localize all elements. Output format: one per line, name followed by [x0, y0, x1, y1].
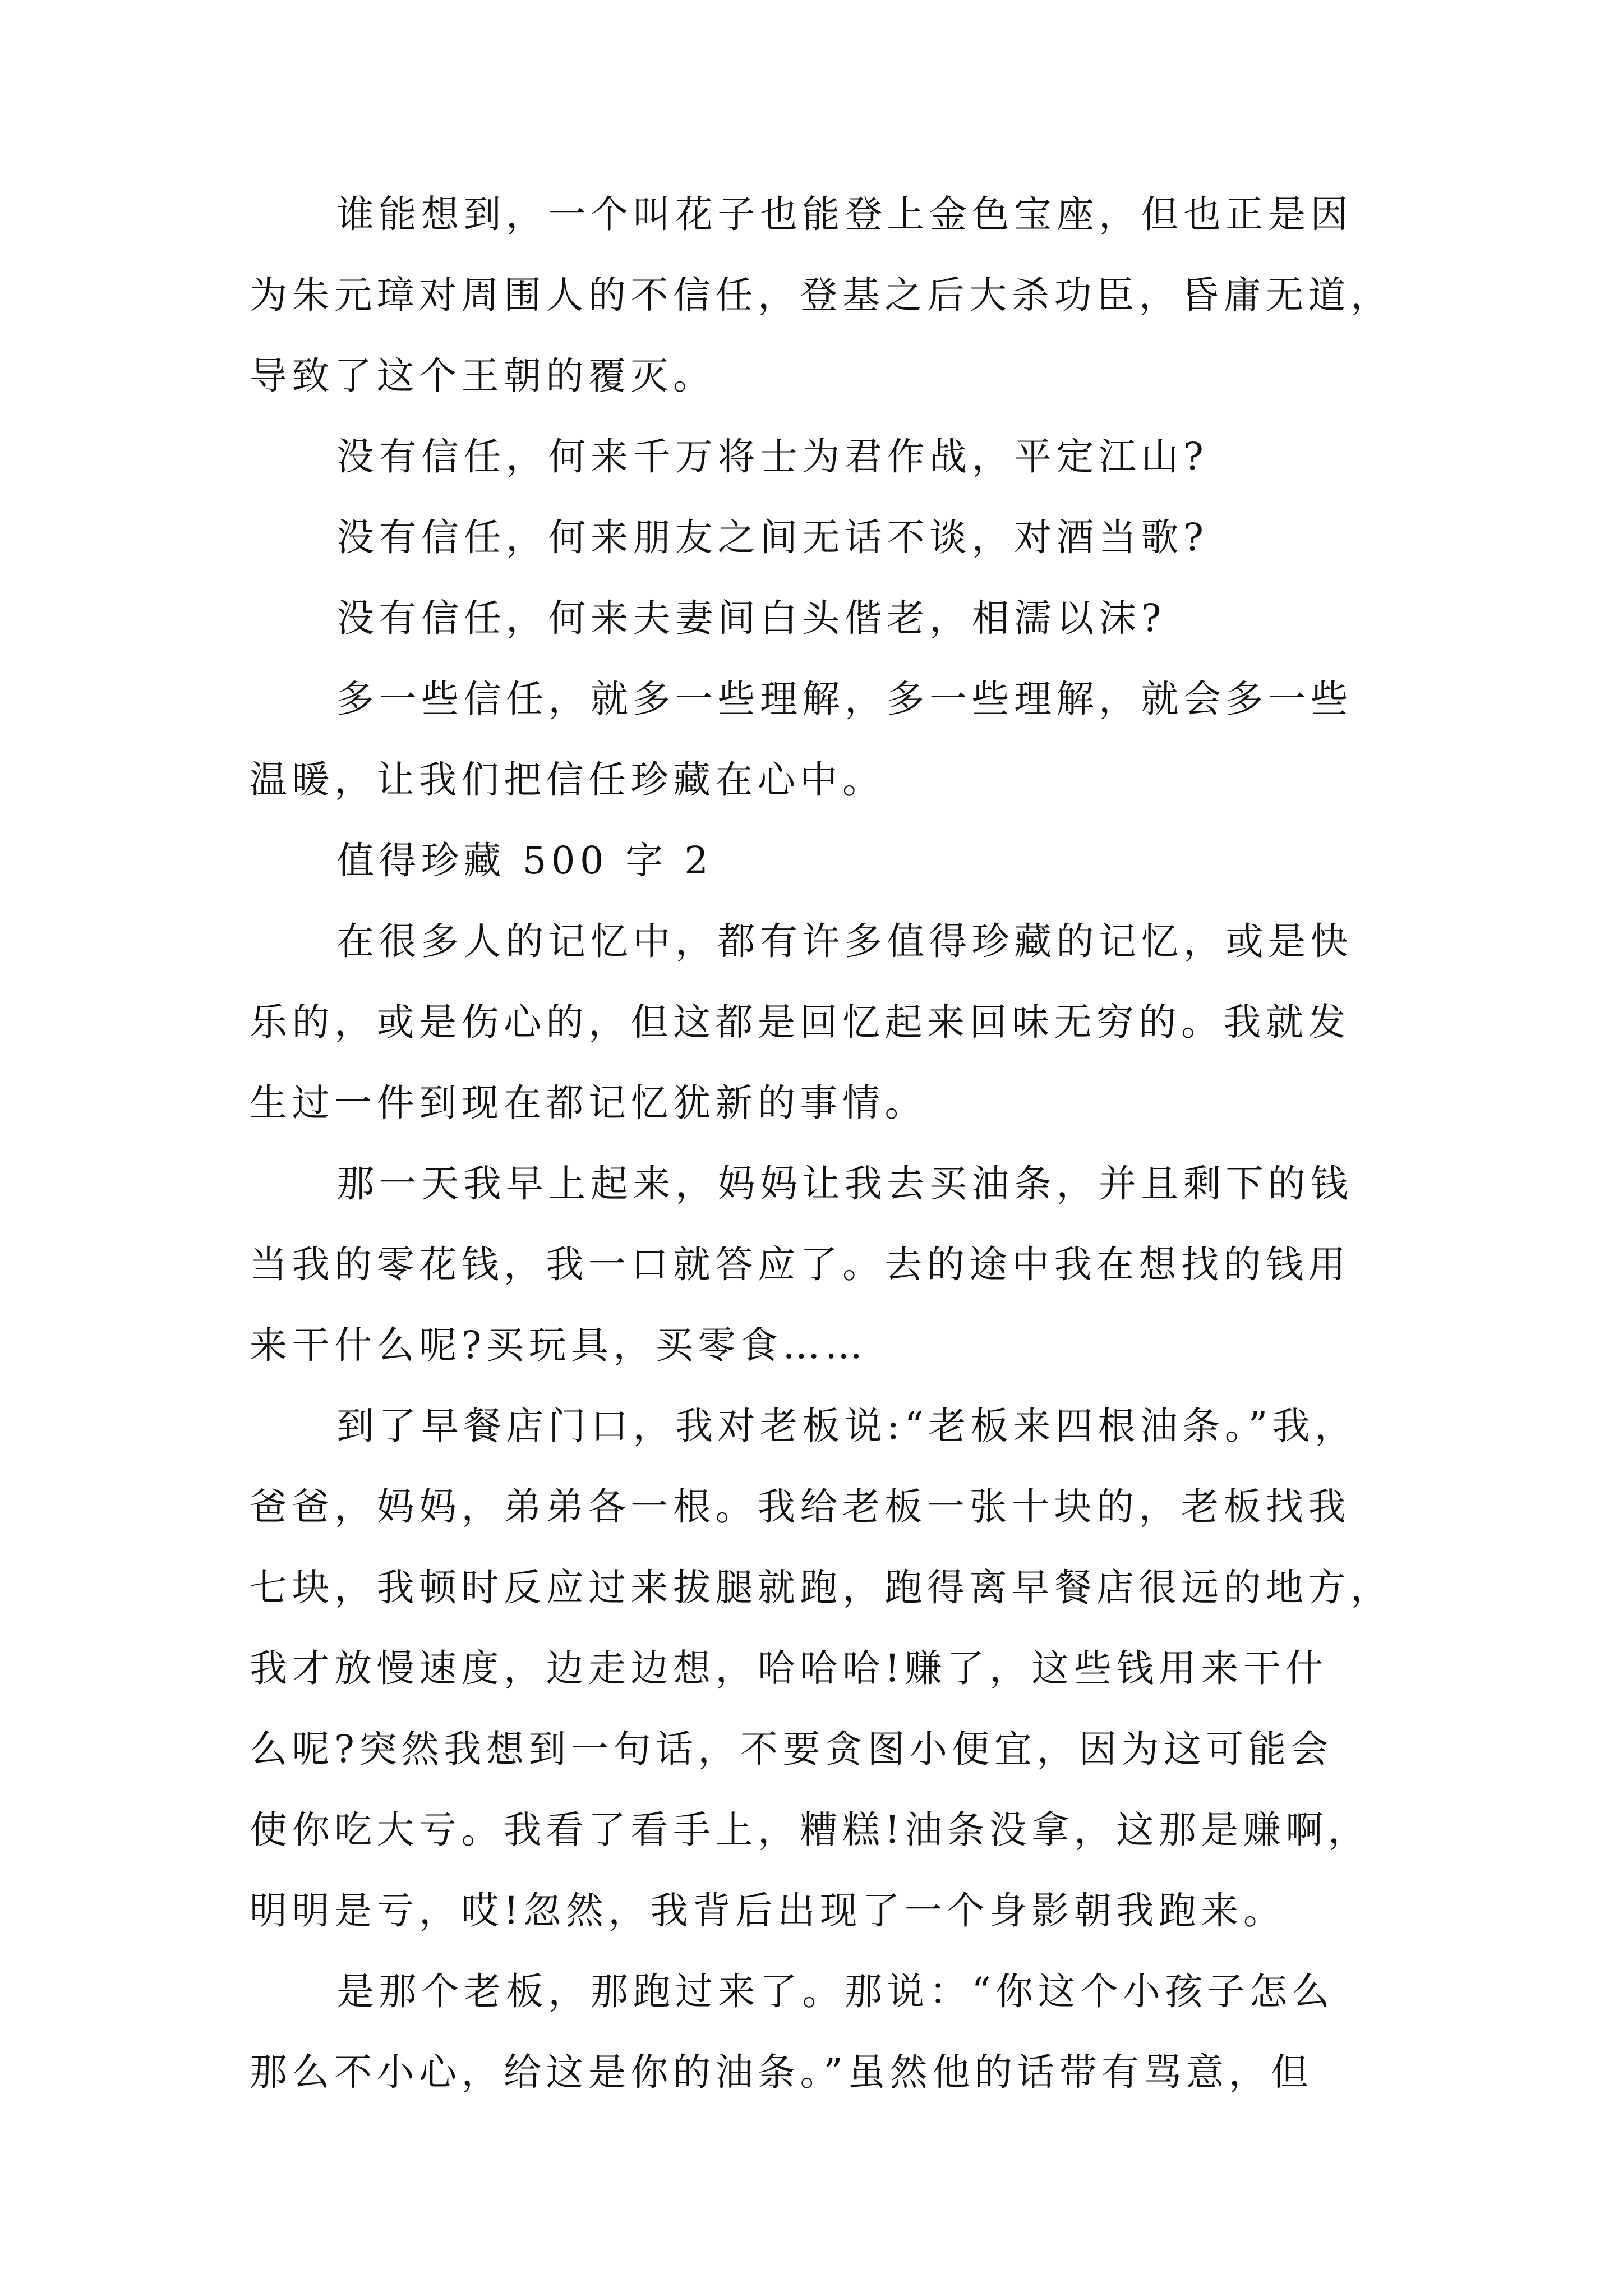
text-line: 七块，我顿时反应过来拔腿就跑，跑得离早餐店很远的地方，: [250, 1566, 1393, 1609]
text-line: 么呢?突然我想到一句话，不要贪图小便宜，因为这可能会: [250, 1727, 1333, 1771]
text-line: 是那个老板，那跑过来了。那说：“你这个小孩子怎么: [336, 1970, 1335, 2013]
paragraph-3: [250, 497, 1377, 578]
text-line: 多一些信任，就多一些理解，多一些理解，就会多一些: [336, 677, 1353, 721]
text-line: 那一天我早上起来，妈妈让我去买油条，并且剩下的钱: [336, 1162, 1353, 1205]
paragraph-4: [250, 578, 1377, 659]
text-line: 温暖，让我们把信任珍藏在心中。: [250, 758, 885, 802]
paragraph-6: [250, 901, 1377, 1143]
text-line: 那么不小心，给这是你的油条。”虽然他的话带有骂意，但: [250, 2050, 1313, 2094]
text-line: 导致了这个王朝的覆灭。: [250, 354, 716, 398]
text-line: 我才放慢速度，边走边想，哈哈哈!赚了，这些钱用来干什: [250, 1646, 1328, 1690]
text-line: 生过一件到现在都记忆犹新的事情。: [250, 1081, 927, 1125]
text-line: 在很多人的记忆中，都有许多值得珍藏的记忆，或是快: [336, 919, 1353, 963]
paragraph-8: [250, 1386, 1393, 1951]
paragraph-9: [250, 1951, 1377, 2113]
paragraph-1: [250, 174, 1393, 416]
section-heading: [250, 820, 1377, 901]
text-line: 为朱元璋对周围人的不信任，登基之后大杀功臣，昏庸无道，: [250, 273, 1393, 317]
text-line: 值得珍藏 500 字 2: [336, 839, 713, 882]
text-line: 来干什么呢?买玩具，买零食……: [250, 1323, 868, 1367]
text-line: 明明是亏，哎!忽然，我背后出现了一个身影朝我跑来。: [250, 1889, 1286, 1932]
text-line: 没有信任，何来夫妻间白头偕老，相濡以沫?: [336, 596, 1166, 640]
text-line: 没有信任，何来千万将士为君作战，平定江山?: [336, 435, 1209, 478]
text-line: 没有信任，何来朋友之间无话不谈，对酒当歌?: [336, 516, 1209, 559]
text-line: 到了早餐店门口，我对老板说:“老板来四根油条。”我，: [336, 1404, 1357, 1448]
text-line: 爸爸，妈妈，弟弟各一根。我给老板一张十块的，老板找我: [250, 1485, 1350, 1529]
text-line: 谁能想到，一个叫花子也能登上金色宝座，但也正是因: [336, 192, 1353, 236]
paragraph-7: [250, 1143, 1377, 1386]
paragraph-2: [250, 416, 1377, 497]
text-line: 使你吃大亏。我看了看手上，糟糕!油条没拿，这那是赚啊，: [250, 1808, 1371, 1852]
text-line: 乐的，或是伤心的，但这都是回忆起来回味无穷的。我就发: [250, 1000, 1350, 1044]
text-line: 当我的零花钱，我一口就答应了。去的途中我在想找的钱用: [250, 1243, 1350, 1286]
paragraph-5: [250, 659, 1377, 820]
body-text: [250, 174, 1393, 2113]
